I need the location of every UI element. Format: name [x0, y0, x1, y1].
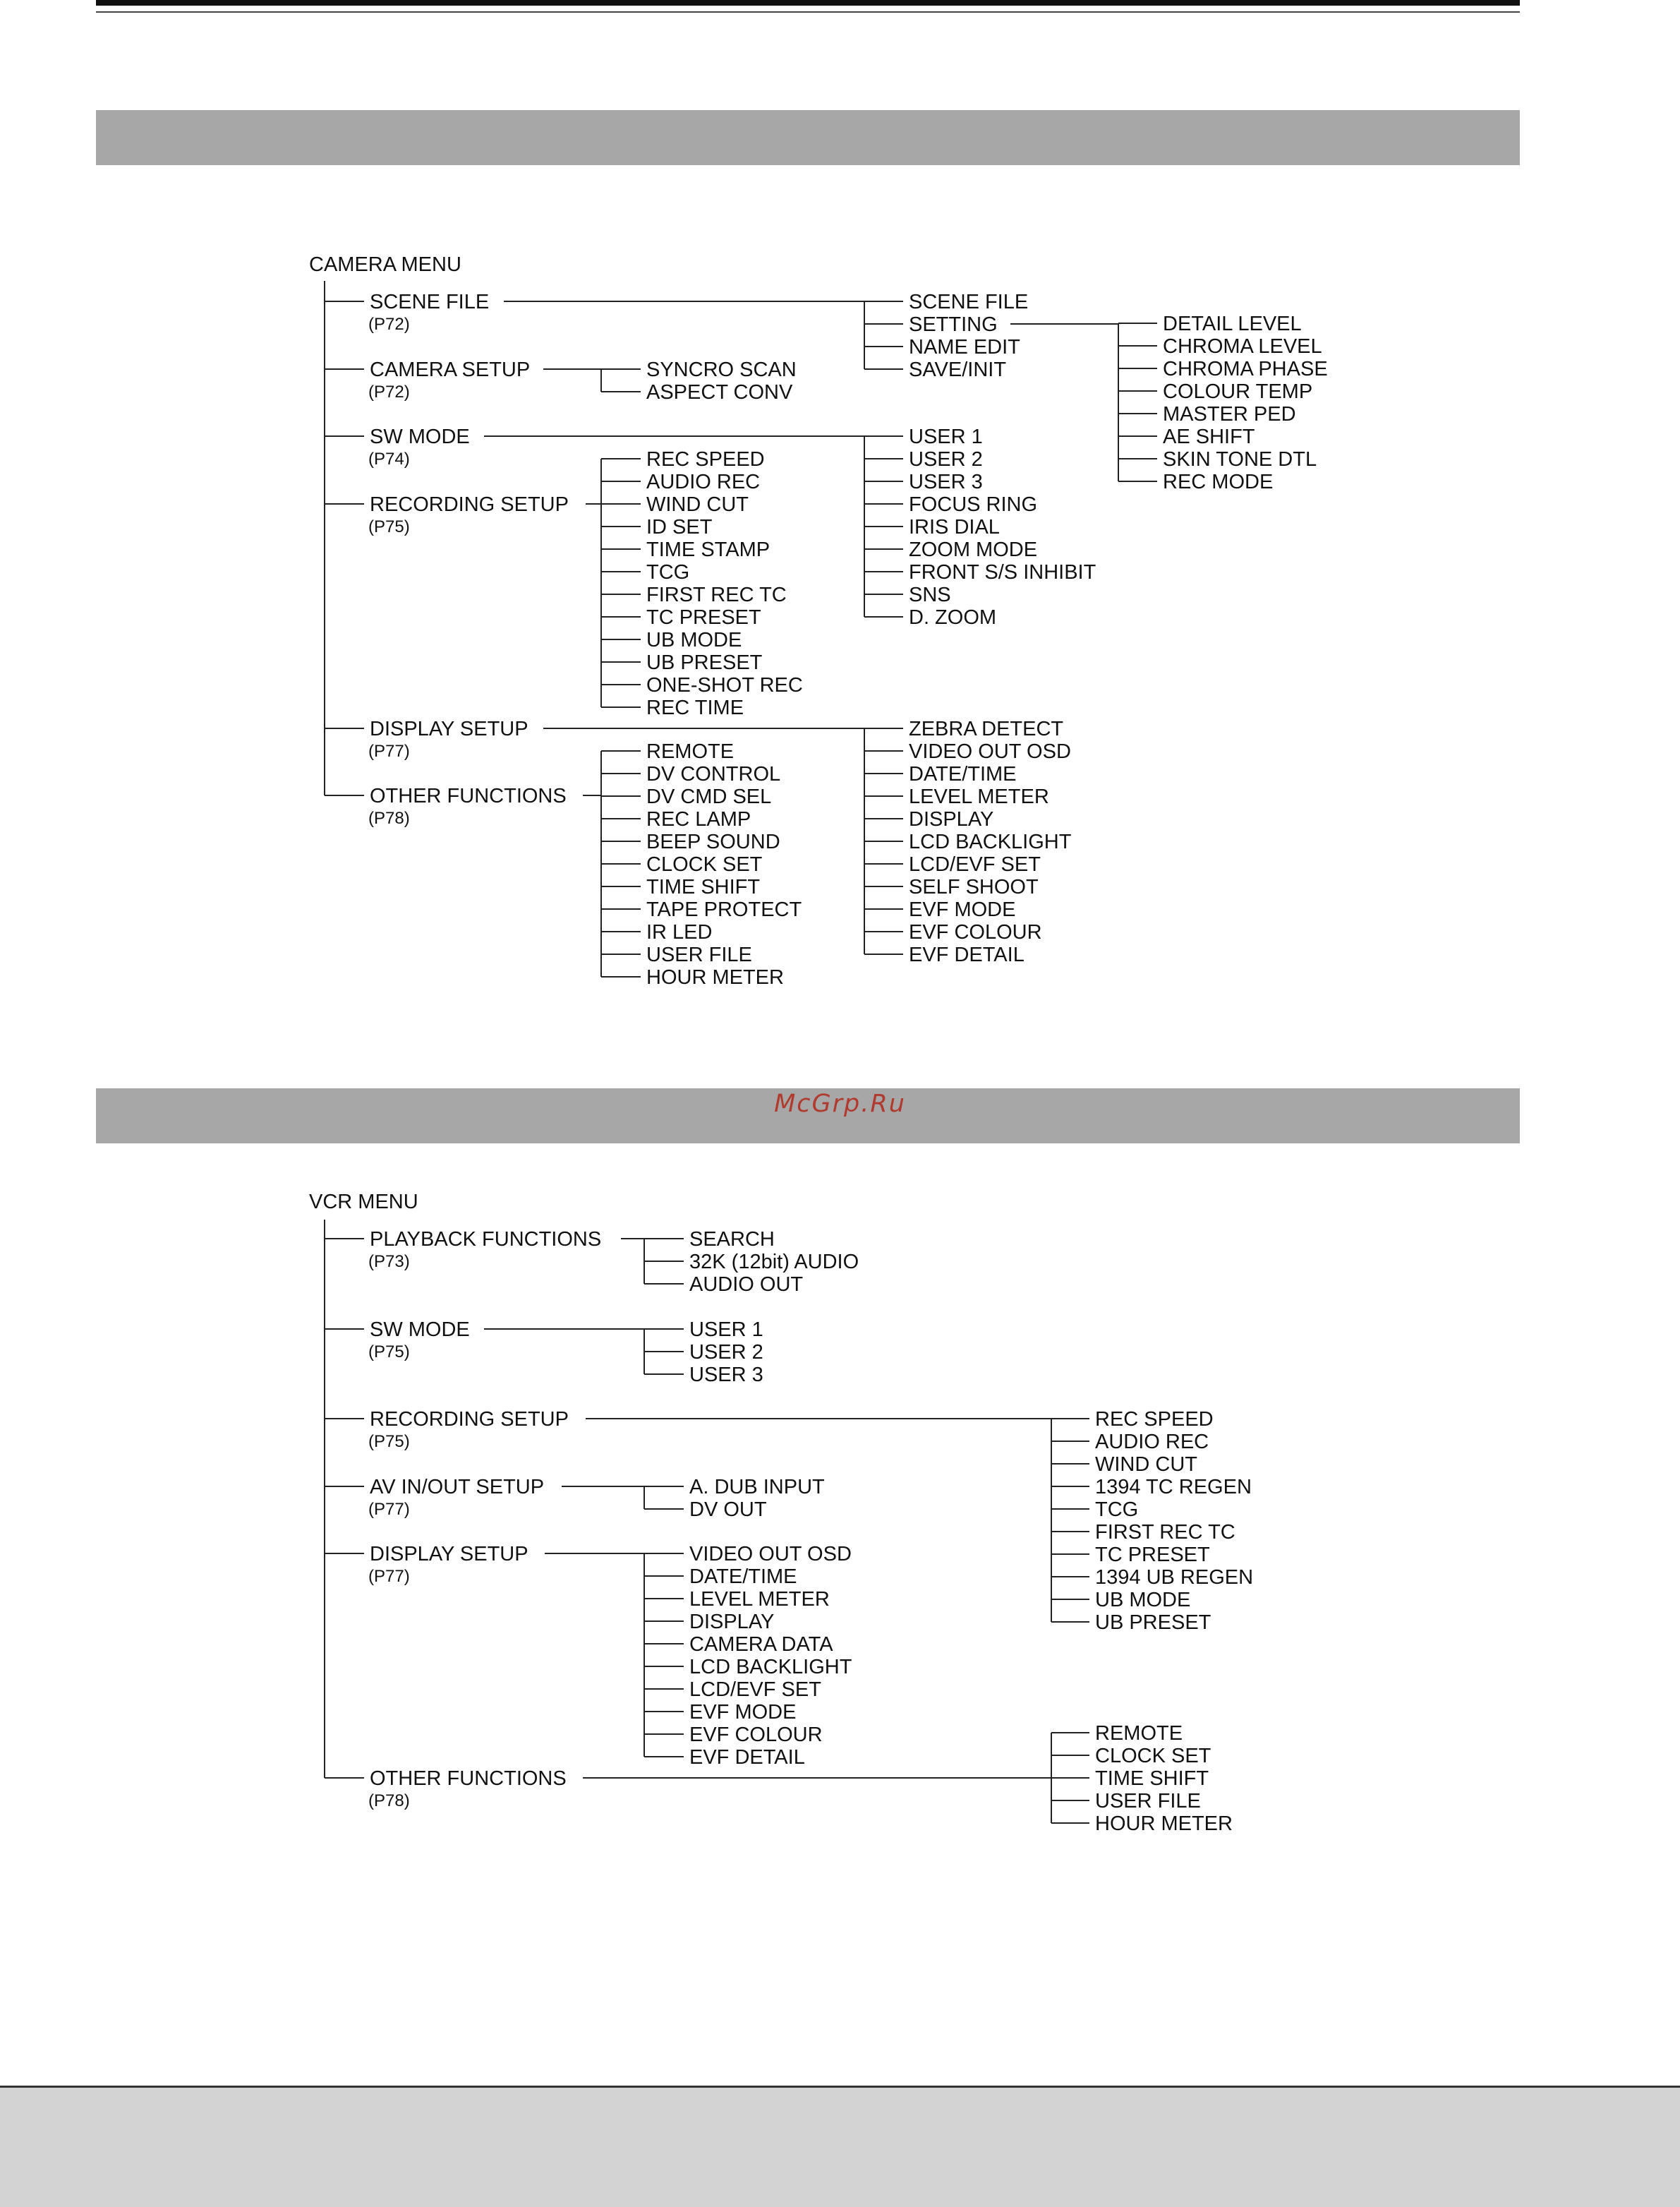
vcr-recording-child-wind-cut: WIND CUT — [1095, 1453, 1197, 1476]
vcr-item-display-setup: DISPLAY SETUP — [370, 1543, 528, 1565]
camera-sw-mode-child-user-2: USER 2 — [909, 448, 983, 471]
camera-scene-file-child-setting: SETTING — [909, 313, 998, 336]
vcr-item-other-functions: OTHER FUNCTIONS — [370, 1767, 567, 1790]
camera-item-ref: (P72) — [368, 383, 410, 402]
vcr-other-child-hour-meter: HOUR METER — [1095, 1812, 1233, 1835]
vcr-item-ref: (P73) — [368, 1252, 410, 1271]
vcr-display-child-evf-detail: EVF DETAIL — [689, 1746, 805, 1769]
camera-display-child-zebra-detect: ZEBRA DETECT — [909, 718, 1064, 740]
camera-display-child-display: DISPLAY — [909, 808, 994, 831]
camera-setting-child-ae-shift: AE SHIFT — [1163, 426, 1255, 448]
vcr-display-child-evf-colour: EVF COLOUR — [689, 1724, 823, 1746]
camera-setting-child-chroma-level: CHROMA LEVEL — [1163, 335, 1322, 358]
vcr-av-child-a-dub-input: A. DUB INPUT — [689, 1476, 825, 1498]
vcr-display-child-lcd-evf-set: LCD/EVF SET — [689, 1678, 821, 1701]
camera-item-ref: (P75) — [368, 517, 410, 536]
camera-recording-child-wind-cut: WIND CUT — [646, 493, 749, 516]
camera-display-child-level-meter: LEVEL METER — [909, 786, 1049, 808]
camera-other-child-remote: REMOTE — [646, 740, 735, 763]
vcr-recording-child-1394-ub-regen: 1394 UB REGEN — [1095, 1566, 1254, 1589]
camera-other-child-rec-lamp: REC LAMP — [646, 808, 751, 831]
camera-recording-child-tc-preset: TC PRESET — [646, 606, 761, 629]
vcr-sw-mode-child-user-2: USER 2 — [689, 1341, 763, 1364]
camera-recording-child-one-shot-rec: ONE-SHOT REC — [646, 674, 803, 697]
vcr-item-ref: (P77) — [368, 1567, 410, 1586]
camera-display-child-lcd-backlight: LCD BACKLIGHT — [909, 831, 1072, 853]
vcr-other-child-user-file: USER FILE — [1095, 1790, 1201, 1812]
vcr-recording-child-ub-mode: UB MODE — [1095, 1589, 1191, 1611]
camera-sw-mode-child-d-zoom: D. ZOOM — [909, 606, 997, 629]
vcr-other-child-clock-set: CLOCK SET — [1095, 1745, 1211, 1767]
camera-menu-tree — [309, 253, 1328, 989]
camera-recording-child-ub-mode: UB MODE — [646, 629, 742, 651]
vcr-recording-child-ub-preset: UB PRESET — [1095, 1611, 1211, 1634]
camera-sw-mode-child-iris-dial: IRIS DIAL — [909, 516, 1000, 539]
camera-sw-mode-child-user-3: USER 3 — [909, 471, 983, 493]
vcr-item-ref: (P75) — [368, 1432, 410, 1451]
camera-item-sw-mode: SW MODE — [370, 426, 470, 448]
page-footer-band — [0, 2086, 1680, 2207]
vcr-item-ref: (P77) — [368, 1500, 410, 1519]
camera-other-child-clock-set: CLOCK SET — [646, 853, 763, 876]
vcr-recording-child-audio-rec: AUDIO REC — [1095, 1431, 1209, 1453]
camera-item-camera-setup: CAMERA SETUP — [370, 359, 531, 381]
vcr-item-playback-functions: PLAYBACK FUNCTIONS — [370, 1228, 602, 1251]
camera-recording-child-time-stamp: TIME STAMP — [646, 539, 770, 561]
vcr-display-child-camera-data: CAMERA DATA — [689, 1633, 833, 1656]
camera-sw-mode-child-front-s-s-inhibit: FRONT S/S INHIBIT — [909, 561, 1096, 584]
vcr-item-recording-setup: RECORDING SETUP — [370, 1408, 569, 1431]
camera-menu-title: CAMERA MENU — [309, 253, 461, 276]
vcr-display-child-lcd-backlight: LCD BACKLIGHT — [689, 1656, 852, 1678]
camera-display-child-video-out-osd: VIDEO OUT OSD — [909, 740, 1071, 763]
camera-other-child-dv-control: DV CONTROL — [646, 763, 781, 786]
camera-setting-child-skin-tone-dtl: SKIN TONE DTL — [1163, 448, 1317, 471]
camera-scene-file-child-save-init: SAVE/INIT — [909, 359, 1007, 381]
camera-setting-child-chroma-phase: CHROMA PHASE — [1163, 358, 1328, 380]
vcr-display-child-video-out-osd: VIDEO OUT OSD — [689, 1543, 852, 1565]
vcr-display-child-date-time: DATE/TIME — [689, 1565, 797, 1588]
vcr-menu-tree — [309, 1191, 1253, 1835]
camera-item-recording-setup: RECORDING SETUP — [370, 493, 569, 516]
camera-recording-child-audio-rec: AUDIO REC — [646, 471, 761, 493]
camera-other-child-dv-cmd-sel: DV CMD SEL — [646, 786, 772, 808]
vcr-recording-child-rec-speed: REC SPEED — [1095, 1408, 1214, 1431]
camera-item-display-setup: DISPLAY SETUP — [370, 718, 528, 740]
camera-setup-child-syncro-scan: SYNCRO SCAN — [646, 359, 797, 381]
camera-other-child-ir-led: IR LED — [646, 921, 713, 944]
camera-sw-mode-child-user-1: USER 1 — [909, 426, 983, 448]
camera-setting-child-rec-mode: REC MODE — [1163, 471, 1274, 493]
camera-other-child-hour-meter: HOUR METER — [646, 966, 784, 989]
camera-sw-mode-child-zoom-mode: ZOOM MODE — [909, 539, 1038, 561]
vcr-display-child-evf-mode: EVF MODE — [689, 1701, 797, 1724]
camera-scene-file-child-name-edit: NAME EDIT — [909, 336, 1020, 359]
vcr-display-child-level-meter: LEVEL METER — [689, 1588, 830, 1611]
camera-recording-child-first-rec-tc: FIRST REC TC — [646, 584, 787, 606]
camera-display-child-date-time: DATE/TIME — [909, 763, 1017, 786]
camera-display-child-evf-mode: EVF MODE — [909, 898, 1016, 921]
camera-other-child-tape-protect: TAPE PROTECT — [646, 898, 802, 921]
camera-display-child-evf-colour: EVF COLOUR — [909, 921, 1042, 944]
vcr-recording-child-tc-preset: TC PRESET — [1095, 1544, 1210, 1566]
vcr-recording-child-1394-tc-regen: 1394 TC REGEN — [1095, 1476, 1252, 1498]
camera-sw-mode-child-sns: SNS — [909, 584, 951, 606]
camera-item-scene-file: SCENE FILE — [370, 291, 490, 313]
vcr-other-child-time-shift: TIME SHIFT — [1095, 1767, 1209, 1790]
camera-recording-child-ub-preset: UB PRESET — [646, 651, 763, 674]
vcr-sw-mode-child-user-1: USER 1 — [689, 1318, 763, 1341]
camera-setting-child-master-ped: MASTER PED — [1163, 403, 1296, 426]
camera-other-child-time-shift: TIME SHIFT — [646, 876, 761, 898]
vcr-menu-title: VCR MENU — [309, 1191, 418, 1213]
camera-sw-mode-child-focus-ring: FOCUS RING — [909, 493, 1038, 516]
camera-item-ref: (P77) — [368, 742, 410, 761]
vcr-recording-child-tcg: TCG — [1095, 1498, 1139, 1521]
vcr-display-child-display: DISPLAY — [689, 1611, 775, 1633]
vcr-item-av-in-out-setup: AV IN/OUT SETUP — [370, 1476, 545, 1498]
camera-other-child-beep-sound: BEEP SOUND — [646, 831, 780, 853]
watermark: McGrp.Ru — [774, 1090, 906, 1118]
camera-recording-child-id-set: ID SET — [646, 516, 713, 539]
camera-recording-child-tcg: TCG — [646, 561, 690, 584]
camera-display-child-lcd-evf-set: LCD/EVF SET — [909, 853, 1041, 876]
vcr-item-ref: (P75) — [368, 1342, 410, 1361]
vcr-playback-child-search: SEARCH — [689, 1228, 775, 1251]
camera-item-ref: (P74) — [368, 450, 410, 469]
camera-display-child-self-shoot: SELF SHOOT — [909, 876, 1039, 898]
vcr-av-child-dv-out: DV OUT — [689, 1498, 767, 1521]
camera-item-other-functions: OTHER FUNCTIONS — [370, 785, 567, 807]
vcr-recording-child-first-rec-tc: FIRST REC TC — [1095, 1521, 1235, 1544]
vcr-playback-child-32k-12bit-audio: 32K (12bit) AUDIO — [689, 1251, 859, 1273]
camera-scene-file-child-scene-file: SCENE FILE — [909, 291, 1029, 313]
camera-item-ref: (P72) — [368, 315, 410, 334]
vcr-item-ref: (P78) — [368, 1791, 410, 1810]
camera-setting-child-colour-temp: COLOUR TEMP — [1163, 380, 1313, 403]
camera-item-ref: (P78) — [368, 809, 410, 828]
camera-recording-child-rec-time: REC TIME — [646, 697, 744, 719]
camera-setting-child-detail-level: DETAIL LEVEL — [1163, 313, 1302, 335]
vcr-item-sw-mode: SW MODE — [370, 1318, 470, 1341]
vcr-other-child-remote: REMOTE — [1095, 1722, 1183, 1745]
vcr-sw-mode-child-user-3: USER 3 — [689, 1364, 763, 1386]
camera-display-child-evf-detail: EVF DETAIL — [909, 944, 1025, 966]
camera-setup-child-aspect-conv: ASPECT CONV — [646, 381, 793, 404]
camera-other-child-user-file: USER FILE — [646, 944, 752, 966]
camera-recording-child-rec-speed: REC SPEED — [646, 448, 765, 471]
vcr-playback-child-audio-out: AUDIO OUT — [689, 1273, 804, 1296]
